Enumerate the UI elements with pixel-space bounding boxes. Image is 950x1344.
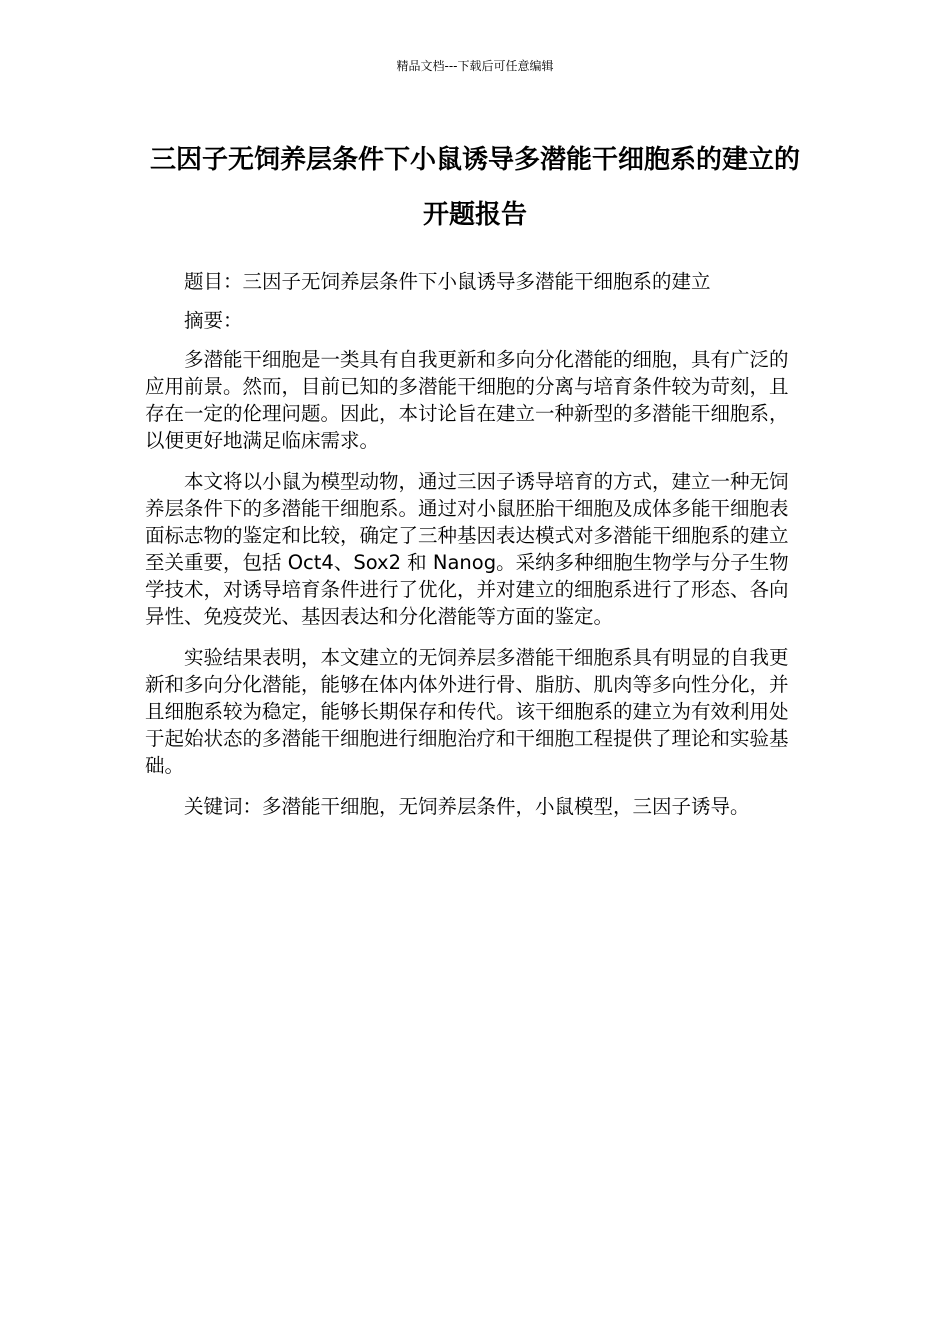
abstract-paragraph: 多潜能干细胞是一类具有自我更新和多向分化潜能的细胞，具有广泛的应用前景。然而，目前已知的多潜能干细胞的分离与培育条件较为苛刻，且存在一定的伦理问题。因此，本讨论旨在建立一种新型的多潜能干细胞系，以便更好地满足临床需求。 — [145, 348, 789, 452]
document-body — [145, 268, 805, 834]
keywords-line: 关键词：多潜能干细胞，无饲养层条件，小鼠模型，三因子诱导。 — [184, 795, 750, 818]
header-note: 精品文档---下载后可任意编辑 — [396, 59, 554, 73]
abstract-paragraph: 实验结果表明，本文建立的无饲养层多潜能干细胞系具有明显的自我更新和多向分化潜能，能够在体内体外进行骨、脂肪、肌肉等多向性分化，并且细胞系较为稳定，能够长期保存和传代。该干细胞系的建立为有效利用处于起始状态的多潜能干细胞进行细胞治疗和干细胞工程提供了理论和实验基础。 — [145, 646, 789, 777]
abstract-paragraph: 本文将以小鼠为模型动物，通过三因子诱导培育的方式，建立一种无饲养层条件下的多潜能干细胞系。通过对小鼠胚胎干细胞及成体多能干细胞表面标志物的鉴定和比较，确定了三种基因表达模式对多潜能干细胞系的建立至关重要，包括 Oct4、Sox2 和 Nanog。采纳多种细胞生物学与分子生物学技术，对诱导培育条件进行了优化，并对建立的细胞系进行了形态、各向异性、免疫荧光、基因表达和分化潜能等方面的鉴定。 — [145, 470, 789, 628]
document-title: 三因子无饲养层条件下小鼠诱导多潜能干细胞系的建立的开题报告 — [149, 145, 800, 230]
abstract-label: 摘要： — [184, 309, 243, 332]
topic-line: 题目：三因子无饲养层条件下小鼠诱导多潜能干细胞系的建立 — [184, 270, 711, 293]
